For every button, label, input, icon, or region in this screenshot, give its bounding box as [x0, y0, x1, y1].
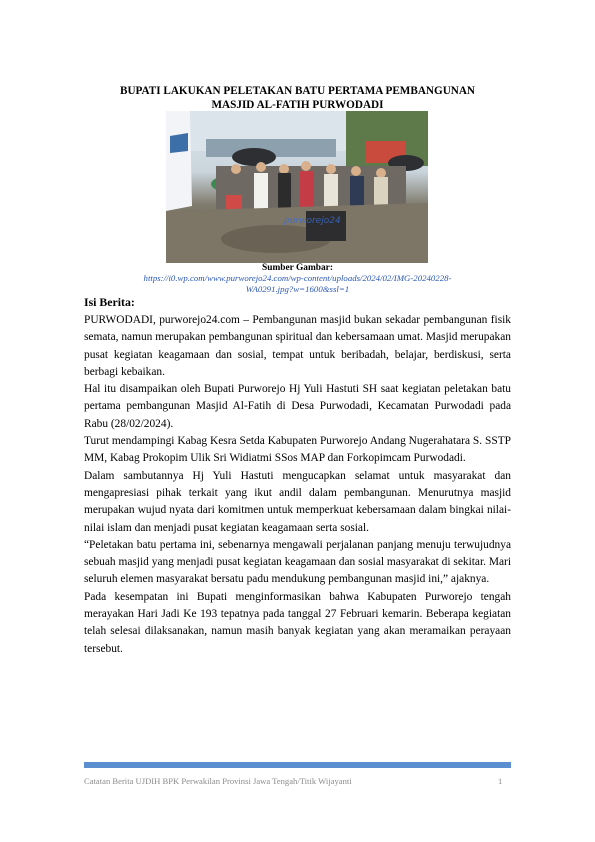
- image-source-url-line-2: WA0291.jpg?w=1600&ssl=1: [245, 284, 350, 294]
- title-line-1: BUPATI LAKUKAN PELETAKAN BATU PERTAMA PEMBANGUNAN: [119, 85, 476, 97]
- document-title: [88, 84, 507, 112]
- paragraph: PURWODADI, purworejo24.com – Pembangunan masjid bukan sekadar pembangunan fisik semata, namun merupakan pembangunan spiritual dan kebersamaan umat. Masjid merupakan pusat kegiatan keagamaan dan sosial, tempat untuk beribadah, belajar, berdiskusi, serta berbagi kebaikan.: [84, 314, 511, 378]
- image-source-url-line-1: https://i0.wp.com/www.purworejo24.com/wp-content/uploads/2024/02/IMG-20240228-: [143, 273, 452, 283]
- news-body: [84, 312, 511, 658]
- page-number: 1: [498, 776, 503, 786]
- paragraph: Hal itu disampaikan oleh Bupati Purworejo Hj Yuli Hastuti SH saat kegiatan peletakan batu pertama pembangunan Masjid Al-Fatih di Desa Purwodadi, Kecamatan Purwodadi pada Rabu (28/02/2024).: [84, 383, 511, 430]
- news-photo: [166, 111, 428, 263]
- news-photo-illustration: [166, 111, 428, 263]
- image-source-link[interactable]: [110, 273, 485, 295]
- paragraph: “Peletakan batu pertama ini, sebenarnya mengawali perjalanan panjang menuju terwujudnya sebuah masjid yang menjadi pusat kegiatan keagamaan dan sosial masyarakat di sekitar. Mari seluruh elemen masyarakat bersatu padu mendukung pembangunan masjid ini,” ajaknya.: [84, 538, 511, 586]
- paragraph: Turut mendampingi Kabag Kesra Setda Kabupaten Purworejo Andang Nugerahatara S. SSTP MM, Kabag Prokopim Ulik Sri Widiatmi SSos MAP dan Forkopimcam Purwodadi.: [84, 435, 511, 465]
- paragraph: Pada kesempatan ini Bupati menginformasikan bahwa Kabupaten Purworejo tengah merayakan Hari Jadi Ke 193 tepatnya pada tanggal 27 Februari kemarin. Beberapa kegiatan telah selesai dilaksanakan, namun masih banyak kegiatan yang akan meramaikan perayaan tersebut.: [84, 590, 511, 655]
- paragraph: Dalam sambutannya Hj Yuli Hastuti mengucapkan selamat untuk masyarakat dan mengapresiasi pihak terkait yang ikut andil dalam pembangunan. Menurutnya masjid merupakan wujud nyata dari komitmen untuk memperkuat kebersamaan dalam bingkai nilai-nilai islam dan menjadi pusat kegiatan keagamaan serta sosial.: [84, 469, 511, 534]
- title-line-2: MASJID AL-FATIH PURWODADI: [211, 99, 384, 111]
- footer-divider: [84, 762, 511, 768]
- image-caption-label: Sumber Gambar:: [262, 263, 333, 273]
- footer-text: Catatan Berita UJDIH BPK Perwakilan Provinsi Jawa Tengah/Titik Wijayanti: [84, 776, 352, 786]
- section-label: Isi Berita:: [84, 295, 135, 309]
- photo-watermark: purworejo24: [284, 216, 341, 226]
